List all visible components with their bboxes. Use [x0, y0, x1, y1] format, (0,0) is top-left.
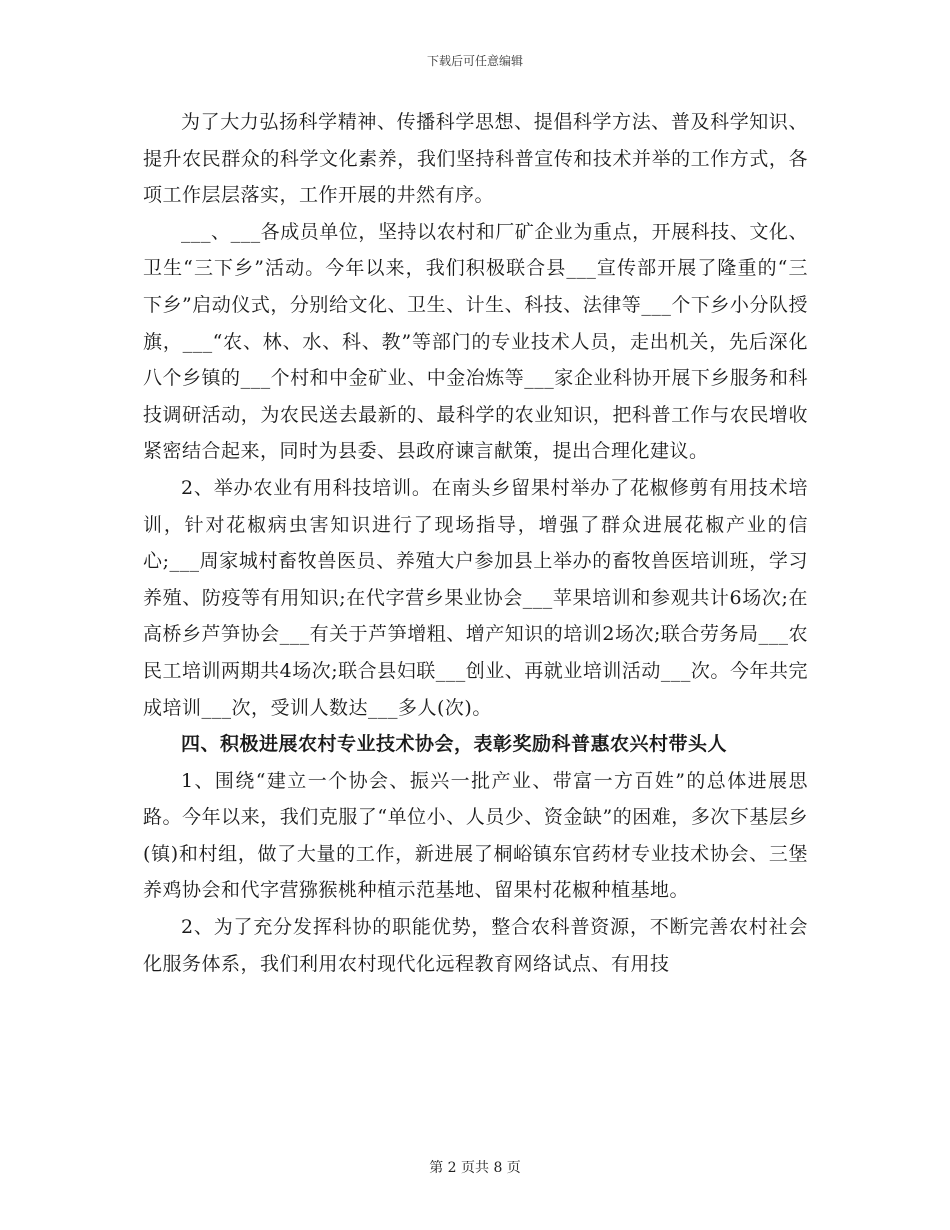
- document-body: [143, 104, 808, 982]
- paragraph-training: 2、举办农业有用科技培训。在南头乡留果村举办了花椒修剪有用技术培训，针对花椒病虫害知识进行了现场指导，增强了群众进展花椒产业的信心;___周家城村畜牧兽医员、养殖大户参加县上举办的畜牧兽医培训班，学习养殖、防疫等有用知识;在代字营乡果业协会___苹果培训和参观共计6场次;在高桥乡芦笋协会___有关于芦笋增粗、增产知识的培训2场次;联合劳务局___农民工培训两期共4场次;联合县妇联___创业、再就业培训活动___次。今年共完成培训___次，受训人数达___多人(次)。: [143, 476, 808, 719]
- paragraph-three-to-countryside: ___、___各成员单位，坚持以农村和厂矿企业为重点，开展科技、文化、卫生“三下乡”活动。今年以来，我们积极联合县___宣传部开展了隆重的“三下乡”启动仪式，分别给文化、卫生、计生、科技、法律等___个下乡小分队授旗，___“农、林、水、科、教”等部门的专业技术人员，走出机关，先后深化八个乡镇的___个村和中金矿业、中金冶炼等___家企业科协开展下乡服务和科技调研活动，为农民送去最新的、最科学的农业知识，把科普工作与农民增收紧密结合起来，同时为县委、县政府谏言献策，提出合理化建议。: [143, 220, 808, 463]
- section-heading: 四、积极进展农村专业技术协会，表彰奖励科普惠农兴村带头人: [181, 733, 728, 756]
- paragraph-associations: 1、围绕“建立一个协会、振兴一批产业、带富一方百姓”的总体进展思路。今年以来，我们克服了“单位小、人员少、资金缺”的困难，多次下基层乡(镇)和村组，做了大量的工作，新进展了桐峪镇东官药材专业技术协会、三堡养鸡协会和代字营猕猴桃种植示范基地、留果村花椒种植基地。: [143, 769, 808, 902]
- page-number: 第 2 页共 8 页: [429, 1160, 521, 1176]
- page-header-note: 下载后可任意编辑: [426, 54, 523, 68]
- paragraph-intro: 为了大力弘扬科学精神、传播科学思想、提倡科学方法、普及科学知识、提升农民群众的科学文化素养，我们坚持科普宣传和技术并举的工作方式，各项工作层层落实，工作开展的井然有序。: [143, 111, 808, 207]
- paragraph-service-system: 2、为了充分发挥科协的职能优势，整合农科普资源，不断完善农村社会化服务体系，我们利用农村现代化远程教育网络试点、有用技: [143, 916, 808, 975]
